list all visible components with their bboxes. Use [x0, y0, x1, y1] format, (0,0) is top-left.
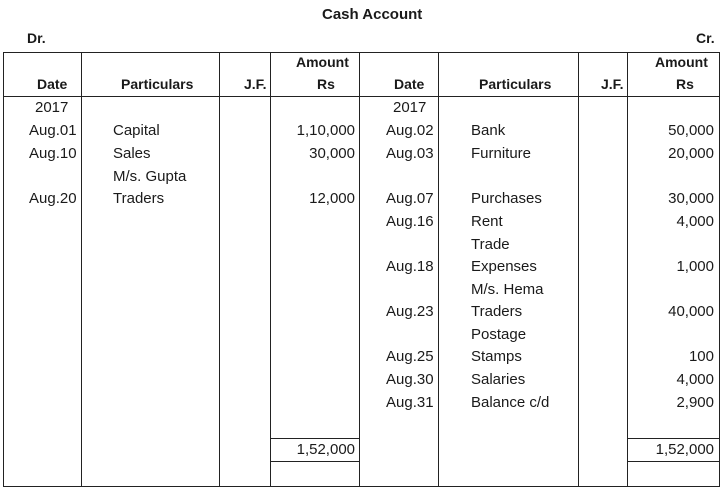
- credit-particulars-header: Particulars: [479, 76, 552, 92]
- credit-row-particulars: Postage: [471, 326, 527, 343]
- debit-row-date: Aug.10: [29, 145, 77, 162]
- credit-row-particulars: Traders: [471, 303, 523, 320]
- debit-row-date: Aug.01: [29, 122, 77, 139]
- credit-row-particulars: Rent: [471, 213, 503, 230]
- credit-row-amount: 4,000: [676, 213, 714, 230]
- credit-row-particulars: Trade: [471, 236, 510, 253]
- ledger-table: [3, 52, 720, 487]
- credit-row-date: Aug.02: [386, 122, 434, 139]
- credit-row-particulars: Bank: [471, 122, 506, 139]
- center-divider: [359, 52, 360, 487]
- debit-year: 2017: [35, 99, 69, 116]
- credit-row-amount: 30,000: [668, 190, 714, 207]
- credit-amount-unit: Rs: [676, 76, 694, 92]
- credit-row-amount: 100: [688, 348, 714, 365]
- credit-row-particulars: M/s. Hema: [471, 281, 544, 298]
- debit-amount-unit: Rs: [317, 76, 335, 92]
- credit-row-amount: 50,000: [668, 122, 714, 139]
- credit-row-date: Aug.31: [386, 394, 434, 411]
- debit-row-amount: 1,10,000: [296, 122, 355, 139]
- debit-particulars-header: Particulars: [121, 76, 194, 92]
- credit-row-particulars: Balance c/d: [471, 394, 550, 411]
- debit-row-date: Aug.20: [29, 190, 77, 207]
- debit-total: 1,52,000: [296, 441, 355, 458]
- credit-row-amount: 20,000: [668, 145, 714, 162]
- debit-row-amount: 12,000: [309, 190, 355, 207]
- debit-row-particulars: Traders: [113, 190, 165, 207]
- credit-row-particulars: Stamps: [471, 348, 522, 365]
- credit-total: 1,52,000: [655, 441, 714, 458]
- credit-year: 2017: [393, 99, 427, 116]
- debit-amount-header: Amount: [296, 54, 349, 70]
- credit-row-date: Aug.16: [386, 213, 434, 230]
- page-title: Cash Account: [322, 6, 423, 23]
- credit-row-particulars: Salaries: [471, 371, 526, 388]
- debit-row-particulars: M/s. Gupta: [113, 168, 187, 185]
- debit-jf-header: J.F.: [244, 76, 267, 92]
- credit-row-particulars: Furniture: [471, 145, 532, 162]
- credit-row-date: Aug.07: [386, 190, 434, 207]
- credit-row-date: Aug.03: [386, 145, 434, 162]
- debit-label: Dr.: [27, 30, 46, 46]
- debit-row-particulars: Capital: [113, 122, 160, 139]
- credit-row-date: Aug.23: [386, 303, 434, 320]
- credit-date-header: Date: [394, 76, 425, 92]
- credit-row-amount: 4,000: [676, 371, 714, 388]
- credit-label: Cr.: [696, 30, 715, 46]
- header-rule: [3, 96, 720, 97]
- credit-row-particulars: Purchases: [471, 190, 542, 207]
- credit-amount-header: Amount: [655, 54, 708, 70]
- debit-row-particulars: Sales: [113, 145, 151, 162]
- credit-row-amount: 1,000: [676, 258, 714, 275]
- credit-row-particulars: Expenses: [471, 258, 537, 275]
- credit-row-date: Aug.18: [386, 258, 434, 275]
- credit-row-date: Aug.25: [386, 348, 434, 365]
- debit-date-header: Date: [37, 76, 68, 92]
- credit-jf-header: J.F.: [601, 76, 624, 92]
- credit-row-amount: 40,000: [668, 303, 714, 320]
- credit-row-date: Aug.30: [386, 371, 434, 388]
- credit-row-amount: 2,900: [676, 394, 714, 411]
- debit-row-amount: 30,000: [309, 145, 355, 162]
